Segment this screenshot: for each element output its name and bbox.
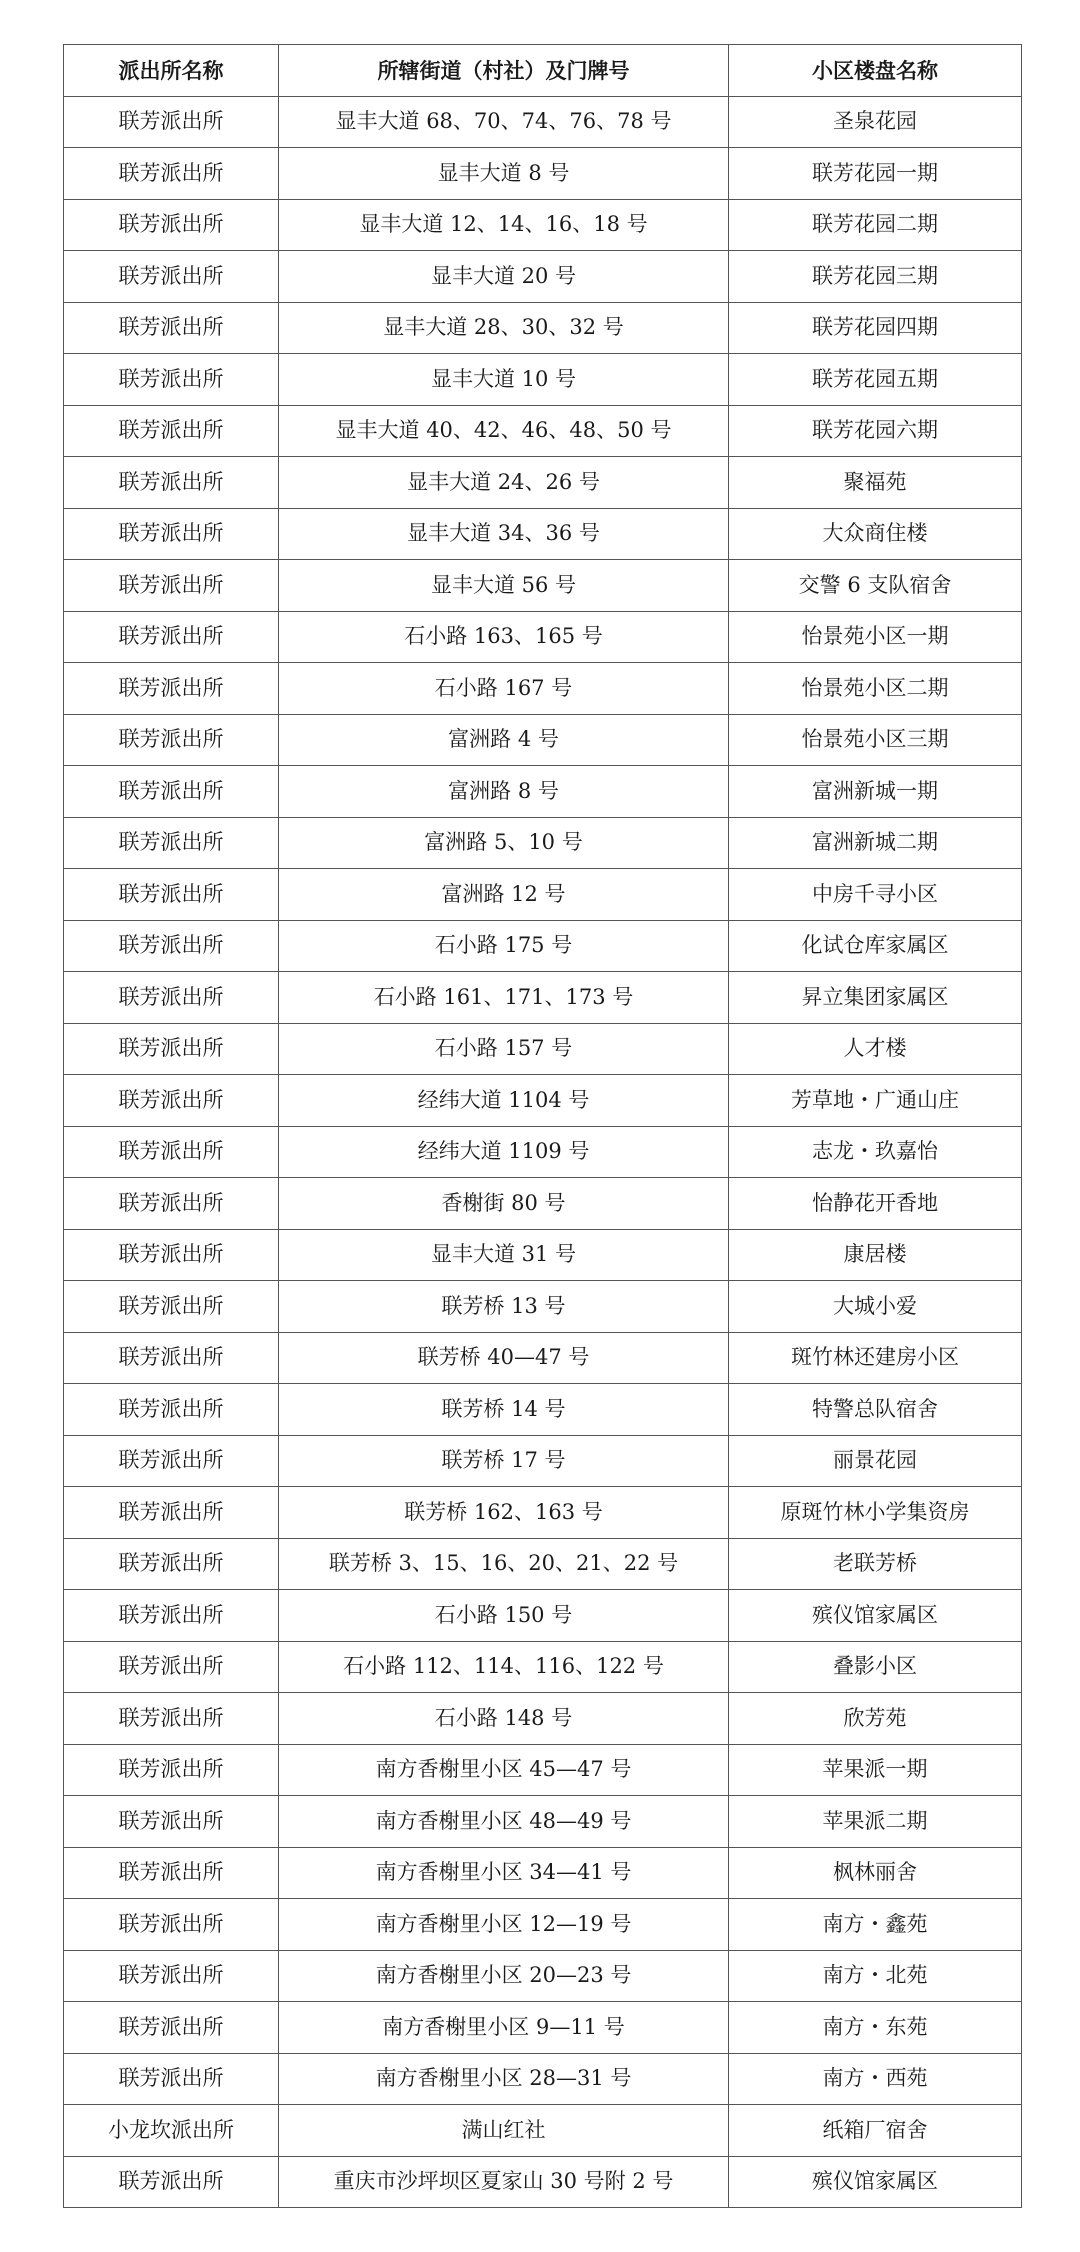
table-row (64, 199, 1022, 251)
cell-community-name: 苹果派二期 (729, 1796, 1022, 1848)
cell-police-station: 联芳派出所 (64, 869, 279, 921)
cell-street-address: 显丰大道 56 号 (279, 560, 729, 612)
cell-community-name: 南方・鑫苑 (729, 1899, 1022, 1951)
cell-community-name: 联芳花园一期 (729, 148, 1022, 200)
header-community-name: 小区楼盘名称 (729, 45, 1022, 97)
cell-community-name: 南方・北苑 (729, 1950, 1022, 2002)
table-row (64, 972, 1022, 1024)
cell-street-address: 富洲路 12 号 (279, 869, 729, 921)
cell-community-name: 南方・西苑 (729, 2053, 1022, 2105)
cell-community-name: 聚福苑 (729, 457, 1022, 509)
cell-police-station: 联芳派出所 (64, 1693, 279, 1745)
cell-police-station: 联芳派出所 (64, 972, 279, 1024)
cell-community-name: 原斑竹林小学集资房 (729, 1487, 1022, 1539)
cell-street-address: 南方香榭里小区 34—41 号 (279, 1847, 729, 1899)
cell-police-station: 联芳派出所 (64, 2002, 279, 2054)
cell-police-station: 联芳派出所 (64, 1332, 279, 1384)
table-row (64, 2105, 1022, 2157)
cell-street-address: 南方香榭里小区 9—11 号 (279, 2002, 729, 2054)
cell-community-name: 老联芳桥 (729, 1538, 1022, 1590)
cell-community-name: 殡仪馆家属区 (729, 1590, 1022, 1642)
cell-community-name: 大众商住楼 (729, 508, 1022, 560)
cell-police-station: 联芳派出所 (64, 302, 279, 354)
cell-community-name: 枫林丽舍 (729, 1847, 1022, 1899)
table-row (64, 1950, 1022, 2002)
cell-street-address: 经纬大道 1104 号 (279, 1075, 729, 1127)
cell-police-station: 联芳派出所 (64, 1126, 279, 1178)
cell-community-name: 联芳花园三期 (729, 251, 1022, 303)
cell-street-address: 显丰大道 20 号 (279, 251, 729, 303)
cell-community-name: 怡景苑小区三期 (729, 714, 1022, 766)
cell-police-station: 联芳派出所 (64, 1023, 279, 1075)
table-row (64, 1641, 1022, 1693)
table-row (64, 1487, 1022, 1539)
table-row (64, 1075, 1022, 1127)
cell-community-name: 大城小爱 (729, 1281, 1022, 1333)
table-row (64, 663, 1022, 715)
cell-community-name: 富洲新城二期 (729, 817, 1022, 869)
cell-police-station: 联芳派出所 (64, 663, 279, 715)
cell-street-address: 石小路 175 号 (279, 920, 729, 972)
table-row (64, 1796, 1022, 1848)
cell-street-address: 石小路 150 号 (279, 1590, 729, 1642)
cell-street-address: 石小路 167 号 (279, 663, 729, 715)
table-row (64, 1847, 1022, 1899)
table-row (64, 2002, 1022, 2054)
cell-community-name: 叠影小区 (729, 1641, 1022, 1693)
cell-street-address: 显丰大道 10 号 (279, 354, 729, 406)
table-body (64, 96, 1022, 2208)
cell-police-station: 联芳派出所 (64, 1229, 279, 1281)
cell-police-station: 联芳派出所 (64, 920, 279, 972)
cell-community-name: 交警 6 支队宿舍 (729, 560, 1022, 612)
cell-street-address: 富洲路 5、10 号 (279, 817, 729, 869)
cell-street-address: 重庆市沙坪坝区夏家山 30 号附 2 号 (279, 2156, 729, 2208)
cell-police-station: 联芳派出所 (64, 1796, 279, 1848)
cell-police-station: 联芳派出所 (64, 1641, 279, 1693)
cell-street-address: 联芳桥 3、15、16、20、21、22 号 (279, 1538, 729, 1590)
cell-community-name: 中房千寻小区 (729, 869, 1022, 921)
cell-street-address: 石小路 148 号 (279, 1693, 729, 1745)
cell-street-address: 联芳桥 40—47 号 (279, 1332, 729, 1384)
cell-street-address: 南方香榭里小区 48—49 号 (279, 1796, 729, 1848)
table-row (64, 251, 1022, 303)
table-row (64, 1590, 1022, 1642)
cell-police-station: 联芳派出所 (64, 2053, 279, 2105)
cell-police-station: 联芳派出所 (64, 251, 279, 303)
cell-police-station: 联芳派出所 (64, 1847, 279, 1899)
table-row (64, 766, 1022, 818)
cell-street-address: 香榭街 80 号 (279, 1178, 729, 1230)
table-row (64, 148, 1022, 200)
cell-street-address: 石小路 157 号 (279, 1023, 729, 1075)
cell-police-station: 联芳派出所 (64, 354, 279, 406)
table-row (64, 1126, 1022, 1178)
cell-street-address: 显丰大道 8 号 (279, 148, 729, 200)
cell-community-name: 怡静花开香地 (729, 1178, 1022, 1230)
cell-police-station: 联芳派出所 (64, 1590, 279, 1642)
cell-street-address: 联芳桥 162、163 号 (279, 1487, 729, 1539)
cell-police-station: 联芳派出所 (64, 1487, 279, 1539)
cell-police-station: 联芳派出所 (64, 1435, 279, 1487)
cell-community-name: 联芳花园五期 (729, 354, 1022, 406)
cell-street-address: 南方香榭里小区 12—19 号 (279, 1899, 729, 1951)
community-table-container (63, 44, 1021, 2208)
cell-police-station: 联芳派出所 (64, 611, 279, 663)
cell-community-name: 芳草地・广通山庄 (729, 1075, 1022, 1127)
table-row (64, 354, 1022, 406)
cell-street-address: 南方香榭里小区 45—47 号 (279, 1744, 729, 1796)
cell-police-station: 联芳派出所 (64, 817, 279, 869)
cell-community-name: 昇立集团家属区 (729, 972, 1022, 1024)
cell-police-station: 联芳派出所 (64, 1899, 279, 1951)
cell-community-name: 纸箱厂宿舍 (729, 2105, 1022, 2157)
table-row (64, 457, 1022, 509)
cell-police-station: 联芳派出所 (64, 1950, 279, 2002)
header-street-address: 所辖街道（村社）及门牌号 (279, 45, 729, 97)
table-row (64, 2156, 1022, 2208)
table-row (64, 920, 1022, 972)
cell-community-name: 怡景苑小区二期 (729, 663, 1022, 715)
table-row (64, 817, 1022, 869)
table-row (64, 405, 1022, 457)
cell-street-address: 显丰大道 28、30、32 号 (279, 302, 729, 354)
cell-street-address: 经纬大道 1109 号 (279, 1126, 729, 1178)
table-row (64, 560, 1022, 612)
table-row (64, 1435, 1022, 1487)
cell-community-name: 斑竹林还建房小区 (729, 1332, 1022, 1384)
table-row (64, 1332, 1022, 1384)
cell-community-name: 南方・东苑 (729, 2002, 1022, 2054)
cell-street-address: 显丰大道 24、26 号 (279, 457, 729, 509)
cell-community-name: 联芳花园六期 (729, 405, 1022, 457)
table-row (64, 302, 1022, 354)
cell-police-station: 联芳派出所 (64, 148, 279, 200)
table-row (64, 1229, 1022, 1281)
cell-community-name: 康居楼 (729, 1229, 1022, 1281)
cell-street-address: 富洲路 8 号 (279, 766, 729, 818)
cell-police-station: 联芳派出所 (64, 1281, 279, 1333)
header-police-station: 派出所名称 (64, 45, 279, 97)
table-row (64, 1023, 1022, 1075)
cell-community-name: 联芳花园四期 (729, 302, 1022, 354)
table-row (64, 508, 1022, 560)
cell-street-address: 显丰大道 12、14、16、18 号 (279, 199, 729, 251)
cell-street-address: 石小路 112、114、116、122 号 (279, 1641, 729, 1693)
cell-police-station: 联芳派出所 (64, 1384, 279, 1436)
cell-community-name: 殡仪馆家属区 (729, 2156, 1022, 2208)
cell-police-station: 联芳派出所 (64, 2156, 279, 2208)
cell-community-name: 人才楼 (729, 1023, 1022, 1075)
cell-street-address: 南方香榭里小区 28—31 号 (279, 2053, 729, 2105)
cell-street-address: 石小路 161、171、173 号 (279, 972, 729, 1024)
cell-street-address: 联芳桥 13 号 (279, 1281, 729, 1333)
cell-community-name: 化试仓库家属区 (729, 920, 1022, 972)
community-table (63, 44, 1022, 2208)
cell-police-station: 联芳派出所 (64, 714, 279, 766)
cell-community-name: 丽景花园 (729, 1435, 1022, 1487)
cell-community-name: 圣泉花园 (729, 96, 1022, 148)
cell-street-address: 显丰大道 31 号 (279, 1229, 729, 1281)
table-row (64, 2053, 1022, 2105)
cell-community-name: 特警总队宿舍 (729, 1384, 1022, 1436)
cell-police-station: 小龙坎派出所 (64, 2105, 279, 2157)
cell-police-station: 联芳派出所 (64, 405, 279, 457)
cell-police-station: 联芳派出所 (64, 560, 279, 612)
cell-police-station: 联芳派出所 (64, 199, 279, 251)
table-row (64, 1281, 1022, 1333)
cell-police-station: 联芳派出所 (64, 457, 279, 509)
cell-police-station: 联芳派出所 (64, 96, 279, 148)
table-row (64, 1899, 1022, 1951)
cell-community-name: 欣芳苑 (729, 1693, 1022, 1745)
table-row (64, 611, 1022, 663)
cell-street-address: 显丰大道 40、42、46、48、50 号 (279, 405, 729, 457)
cell-police-station: 联芳派出所 (64, 1744, 279, 1796)
table-row (64, 1693, 1022, 1745)
cell-street-address: 满山红社 (279, 2105, 729, 2157)
cell-community-name: 志龙・玖嘉怡 (729, 1126, 1022, 1178)
cell-police-station: 联芳派出所 (64, 1538, 279, 1590)
cell-community-name: 苹果派一期 (729, 1744, 1022, 1796)
cell-police-station: 联芳派出所 (64, 1075, 279, 1127)
table-row (64, 1744, 1022, 1796)
header-row (64, 45, 1022, 97)
cell-street-address: 联芳桥 14 号 (279, 1384, 729, 1436)
cell-street-address: 南方香榭里小区 20—23 号 (279, 1950, 729, 2002)
cell-community-name: 怡景苑小区一期 (729, 611, 1022, 663)
table-row (64, 96, 1022, 148)
table-row (64, 1384, 1022, 1436)
cell-police-station: 联芳派出所 (64, 508, 279, 560)
table-header (64, 45, 1022, 97)
table-row (64, 1178, 1022, 1230)
table-row (64, 1538, 1022, 1590)
table-row (64, 869, 1022, 921)
cell-police-station: 联芳派出所 (64, 1178, 279, 1230)
cell-community-name: 富洲新城一期 (729, 766, 1022, 818)
table-row (64, 714, 1022, 766)
cell-police-station: 联芳派出所 (64, 766, 279, 818)
cell-street-address: 石小路 163、165 号 (279, 611, 729, 663)
cell-street-address: 显丰大道 34、36 号 (279, 508, 729, 560)
cell-street-address: 显丰大道 68、70、74、76、78 号 (279, 96, 729, 148)
cell-street-address: 联芳桥 17 号 (279, 1435, 729, 1487)
cell-street-address: 富洲路 4 号 (279, 714, 729, 766)
cell-community-name: 联芳花园二期 (729, 199, 1022, 251)
